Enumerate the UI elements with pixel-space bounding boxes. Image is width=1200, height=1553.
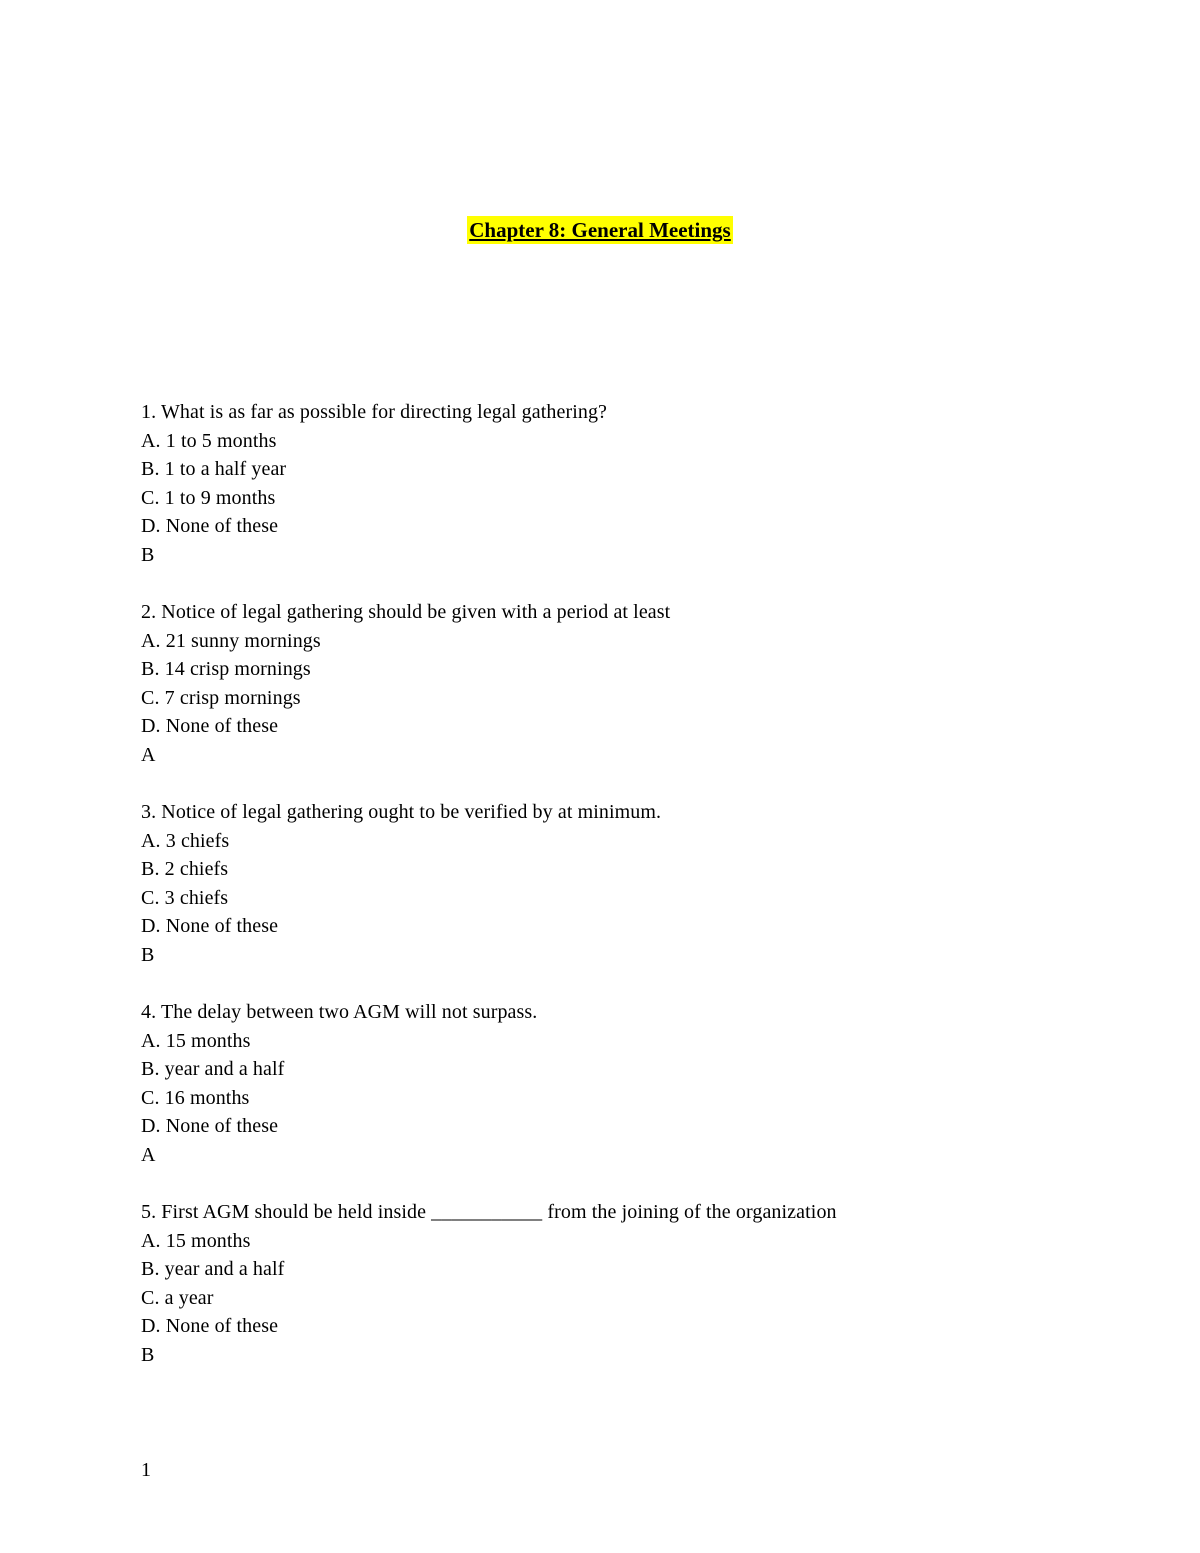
option-c: C. 1 to 9 months	[141, 486, 276, 509]
option-b: B. 1 to a half year	[141, 458, 287, 480]
option-c: C. 16 months	[141, 1086, 250, 1109]
option-b: B. 2 chiefs	[141, 858, 229, 880]
option-d: D. None of these	[141, 1315, 279, 1337]
option-c: C. 7 crisp mornings	[141, 686, 301, 709]
option-c: C. 3 chiefs	[141, 886, 229, 909]
answer-key: B	[141, 943, 155, 966]
option-a: A. 21 sunny mornings	[141, 629, 321, 652]
option-b: B. year and a half	[141, 1258, 285, 1280]
option-a: A. 15 months	[141, 1029, 251, 1052]
option-b: B. year and a half	[141, 1058, 285, 1080]
answer-key: B	[141, 543, 155, 566]
question-stem: 3. Notice of legal gathering ought to be verified by at minimum.	[141, 801, 662, 823]
option-a: A. 15 months	[141, 1229, 251, 1252]
title-container	[0, 216, 1200, 244]
answer-key: A	[141, 743, 156, 766]
question-stem: 4. The delay between two AGM will not surpass.	[141, 1001, 538, 1023]
question-3	[141, 798, 1101, 969]
option-b: B. 14 crisp mornings	[141, 658, 311, 680]
option-d: D. None of these	[141, 915, 279, 937]
page-number: 1	[141, 1459, 151, 1481]
option-d: D. None of these	[141, 515, 279, 537]
question-5	[141, 1198, 1101, 1369]
question-stem: 5. First AGM should be held inside ___________ from the joining of the organization	[141, 1201, 837, 1223]
question-stem: 1. What is as far as possible for directing legal gathering?	[141, 401, 608, 423]
question-4	[141, 998, 1101, 1169]
chapter-title: Chapter 8: General Meetings	[469, 218, 731, 242]
question-stem: 2. Notice of legal gathering should be given with a period at least	[141, 601, 671, 623]
option-a: A. 3 chiefs	[141, 829, 230, 852]
option-c: C. a year	[141, 1286, 214, 1309]
question-2	[141, 598, 1101, 769]
answer-key: A	[141, 1143, 156, 1166]
question-1	[141, 398, 1101, 569]
question-list	[141, 398, 1101, 1398]
option-d: D. None of these	[141, 1115, 279, 1137]
option-a: A. 1 to 5 months	[141, 429, 277, 452]
option-d: D. None of these	[141, 715, 279, 737]
answer-key: B	[141, 1343, 155, 1366]
